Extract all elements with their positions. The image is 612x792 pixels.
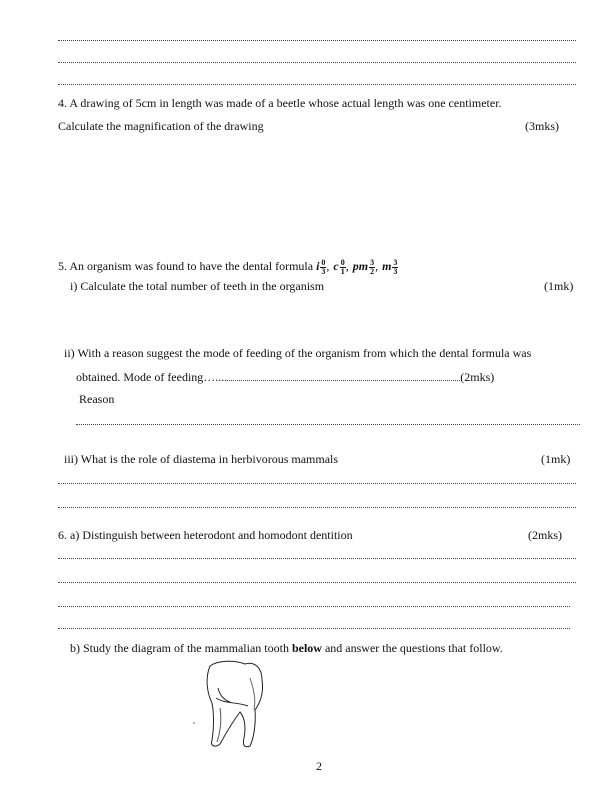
mammalian-tooth-diagram [190, 658, 280, 750]
tooth-type: c [333, 259, 339, 273]
page-number: 2 [316, 759, 322, 773]
upper-count: 0 [321, 257, 326, 267]
answer-line [58, 62, 576, 63]
answer-line [58, 40, 576, 41]
lower-count: 3 [321, 266, 326, 276]
q5-i-marks: (1mk) [544, 279, 574, 293]
q4-marks: (3mks) [525, 119, 559, 133]
q6b-post: and answer the questions that follow. [321, 641, 503, 655]
formula-term [316, 257, 330, 276]
q5-iii-text: iii) What is the role of diastema in herbivorous mammals [64, 452, 339, 466]
q6a-marks: (2mks) [528, 528, 562, 542]
answer-line [58, 582, 576, 583]
tooth-type: pm [352, 259, 369, 273]
lower-count: 2 [370, 266, 375, 276]
mode-of-feeding-label: obtained. Mode of feeding….... [76, 370, 228, 384]
q4-text-2: Calculate the magnification of the drawing [58, 119, 264, 133]
tooth-type: m [382, 259, 392, 273]
answer-line [58, 483, 576, 484]
lower-count: 3 [393, 266, 398, 276]
formula-term [382, 257, 398, 276]
formula-term [333, 257, 349, 276]
upper-count: 0 [340, 257, 345, 267]
q6b-bold: below [291, 641, 322, 655]
answer-line [58, 84, 576, 85]
dental-formula [316, 257, 402, 276]
q5-i-text: i) Calculate the total number of teeth in the organism [70, 279, 325, 293]
q6b-pre: b) Study the diagram of the mammalian tooth [70, 641, 292, 655]
tooth-type: i [316, 259, 320, 273]
answer-line [58, 558, 576, 559]
upper-count: 3 [393, 257, 398, 267]
formula-term [352, 257, 379, 276]
answer-line [58, 507, 576, 508]
q5-stem [58, 256, 402, 276]
separator: , [375, 259, 379, 273]
answer-line [58, 606, 570, 607]
answer-fill [227, 371, 460, 381]
q5-ii-marks: (2mks) [460, 370, 495, 384]
fraction [392, 259, 398, 276]
q5-ii-text: ii) With a reason suggest the mode of feeding of the organism from which the dental formula was [64, 346, 532, 360]
q5-ii-text-2 [76, 370, 494, 384]
answer-line [58, 628, 570, 629]
reason-label: Reason [79, 392, 115, 406]
q5-iii-marks: (1mk) [541, 452, 571, 466]
q6a-text: 6. a) Distinguish between heterodont and homodont dentition [58, 528, 353, 542]
separator: , [326, 259, 330, 273]
answer-line [76, 424, 580, 425]
q4-text: 4. A drawing of 5cm in length was made of a beetle whose actual length was one centimeter. [58, 96, 502, 110]
q6b-text [70, 641, 503, 655]
lower-count: 1 [340, 266, 345, 276]
upper-count: 3 [370, 257, 375, 267]
q5-stem-text: 5. An organism was found to have the dental formula [58, 259, 314, 273]
separator: , [345, 259, 349, 273]
